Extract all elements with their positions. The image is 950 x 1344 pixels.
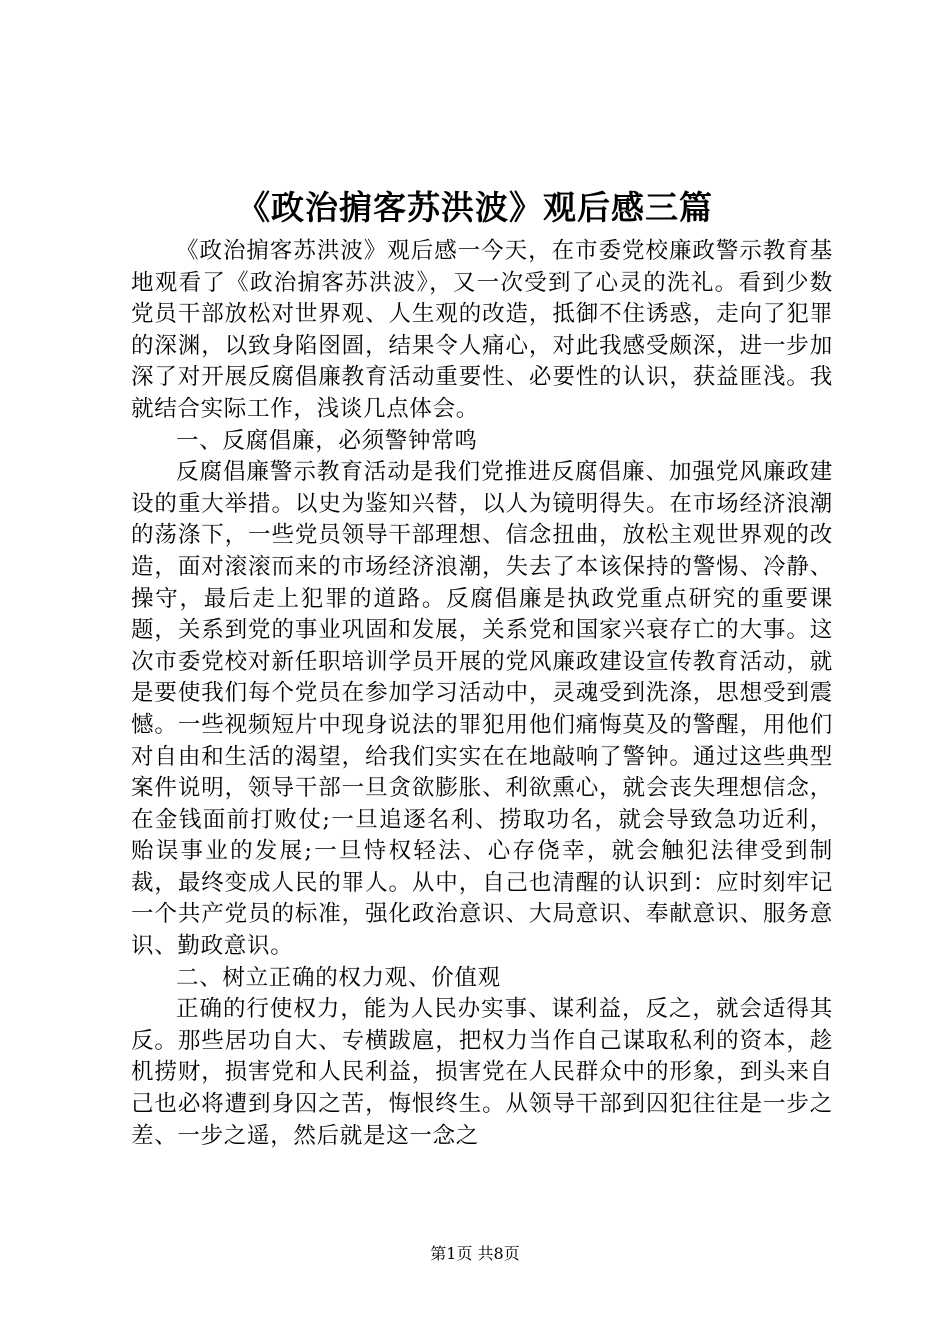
page-number-footer: 第1页 共8页	[430, 1244, 520, 1263]
paragraph-section-2: 正确的行使权力，能为人民办实事、谋利益，反之，就会适得其反。那些居功自大、专横跋扈，把权力当作自己谋取私利的资本，趁机捞财，损害党和人民利益，损害党在人民群众中的形象，到头来自己也必将遭到身囚之苦，悔恨终生。从领导干部到囚犯往往是一步之差、一步之遥，然后就是这一念之	[131, 996, 833, 1149]
paragraph-intro: 《政治掮客苏洪波》观后感一今天，在市委党校廉政警示教育基地观看了《政治掮客苏洪波》，又一次受到了心灵的洗礼。看到少数党员干部放松对世界观、人生观的改造，抵御不住诱惑，走向了犯罪的深渊，以致身陷囹圄，结果令人痛心，对此我感受颇深，进一步加深了对开展反腐倡廉教育活动重要性、必要性的认识，获益匪浅。我就结合实际工作，浅谈几点体会。	[131, 238, 833, 422]
section-heading-2: 二、树立正确的权力观、价值观	[176, 964, 501, 991]
section-heading-1: 一、反腐倡廉，必须警钟常鸣	[176, 427, 478, 454]
document-body	[131, 236, 833, 1152]
paragraph-section-1: 反腐倡廉警示教育活动是我们党推进反腐倡廉、加强党风廉政建设的重大举措。以史为鉴知兴替，以人为镜明得失。在市场经济浪潮的荡涤下，一些党员领导干部理想、信念扭曲，放松主观世界观的改造，面对滚滚而来的市场经济浪潮，失去了本该保持的警惕、冷静、操守，最后走上犯罪的道路。反腐倡廉是执政党重点研究的重要课题，关系到党的事业巩固和发展，关系党和国家兴衰存亡的大事。这次市委党校对新任职培训学员开展的党风廉政建设宣传教育活动，就是要使我们每个党员在参加学习活动中，灵魂受到洗涤，思想受到震憾。一些视频短片中现身说法的罪犯用他们痛悔莫及的警醒，用他们对自由和生活的渴望，给我们实实在在地敲响了警钟。通过这些典型案件说明，领导干部一旦贪欲膨胀、利欲熏心，就会丧失理想信念，在金钱面前打败仗;一旦追逐名利、捞取功名，就会导致急功近利，贻误事业的发展;一旦恃权轻法、心存侥幸，就会触犯法律受到制裁，最终变成人民的罪人。从中，自己也清醒的认识到：应时刻牢记一个共产党员的标准，强化政治意识、大局意识、奉献意识、服务意识、勤政意识。	[131, 459, 833, 960]
document-title: 《政治掮客苏洪波》观后感三篇	[237, 188, 713, 227]
